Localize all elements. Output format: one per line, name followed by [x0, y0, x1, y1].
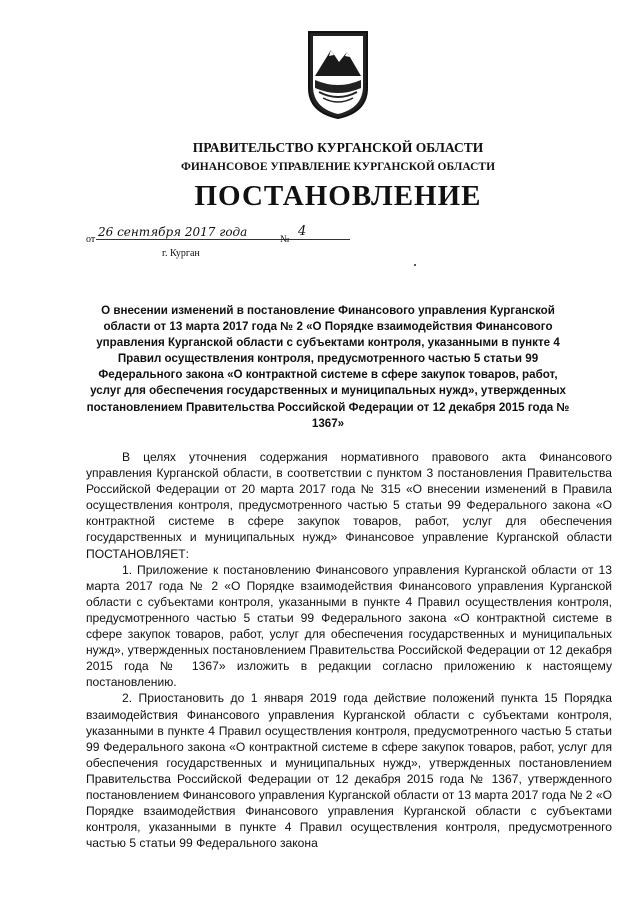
document-title: О внесении изменений в постановление Финансового управления Курганской области от 13 марта 2017 года № 2 «О Порядке взаимодействия Финансового управления Курганской области с субъектами контроля, указанными в пункте 4 Правил осуществления контроля, предусмотренного частью 5 статьи 99 Федерального закона «О контрактной системе в сфере закупок товаров, работ, услуг для обеспечения государственных и муниципальных нужд», утвержденных постановлением Правительства Российской Федерации от 12 декабря 2015 года № 1367» [86, 304, 570, 430]
document-body [86, 449, 612, 851]
from-label: от [86, 234, 96, 245]
document-type-heading: ПОСТАНОВЛЕНИЕ [194, 180, 482, 212]
scan-speck [414, 264, 416, 266]
paragraph-item-1: 1. Приложение к постановлению Финансового управления Курганской области от 13 марта 2017 года № 2 «О Порядке взаимодействия Финансового управления Курганской области с субъектами контроля, указанными в пункте 4 Правил осуществления контроля, предусмотренного частью 5 статьи 99 Федерального закона «О контрактной системе в сфере закупок товаров, работ, услуг для обеспечения государственных и муниципальных нужд», утвержденных постановлением Правительства Российской Федерации от 12 декабря 2015 года № 1367» изложить в редакции согласно приложению к настоящему постановлению. [86, 562, 612, 690]
coat-of-arms-emblem [303, 28, 373, 120]
paragraph-item-2: 2. Приостановить до 1 января 2019 года действие положений пункта 15 Порядка взаимодействия Финансового управления Курганской области с субъектами контроля, указанными в пункте 4 Правил осуществления контроля, предусмотренного частью 5 статьи 99 Федерального закона «О контрактной системе в сфере закупок товаров, работ, услуг для обеспечения государственных и муниципальных нужд», утвержденных постановлением Правительства Российской Федерации от 12 декабря 2015 года № 1367, утвержденного постановлением Финансового управления Курганской области от 13 марта 2017 года № 2 «О Порядке взаимодействия Финансового управления Курганской области с субъектами контроля, указанными в пункте 4 Правил осуществления контроля, предусмотренного частью 5 статьи 99 Федерального закона [86, 691, 612, 851]
department-name: ФИНАНСОВОЕ УПРАВЛЕНИЕ КУРГАНСКОЙ ОБЛАСТИ [180, 161, 496, 173]
city-label: г. Курган [162, 248, 200, 259]
handwritten-number: 4 [292, 224, 350, 240]
paragraph-preamble: В целях уточнения содержания нормативного правового акта Финансового управления Курганской области, в соответствии с пунктом 3 постановления Правительства Российской Федерации от 20 марта 2017 года № 315 «О внесении изменений в Правила осуществления контроля, предусмотренного частью 5 статьи 99 Федерального закона «О контрактной системе в сфере закупок товаров, работ, услуг для обеспечения государственных и муниципальных нужд» Финансовое управление Курганской области ПОСТАНОВЛЯЕТ: [86, 450, 612, 561]
handwritten-date: 26 сентября 2017 года [96, 225, 308, 240]
number-label: № [280, 234, 290, 245]
government-name: ПРАВИТЕЛЬСТВО КУРГАНСКОЙ ОБЛАСТИ [192, 140, 484, 155]
